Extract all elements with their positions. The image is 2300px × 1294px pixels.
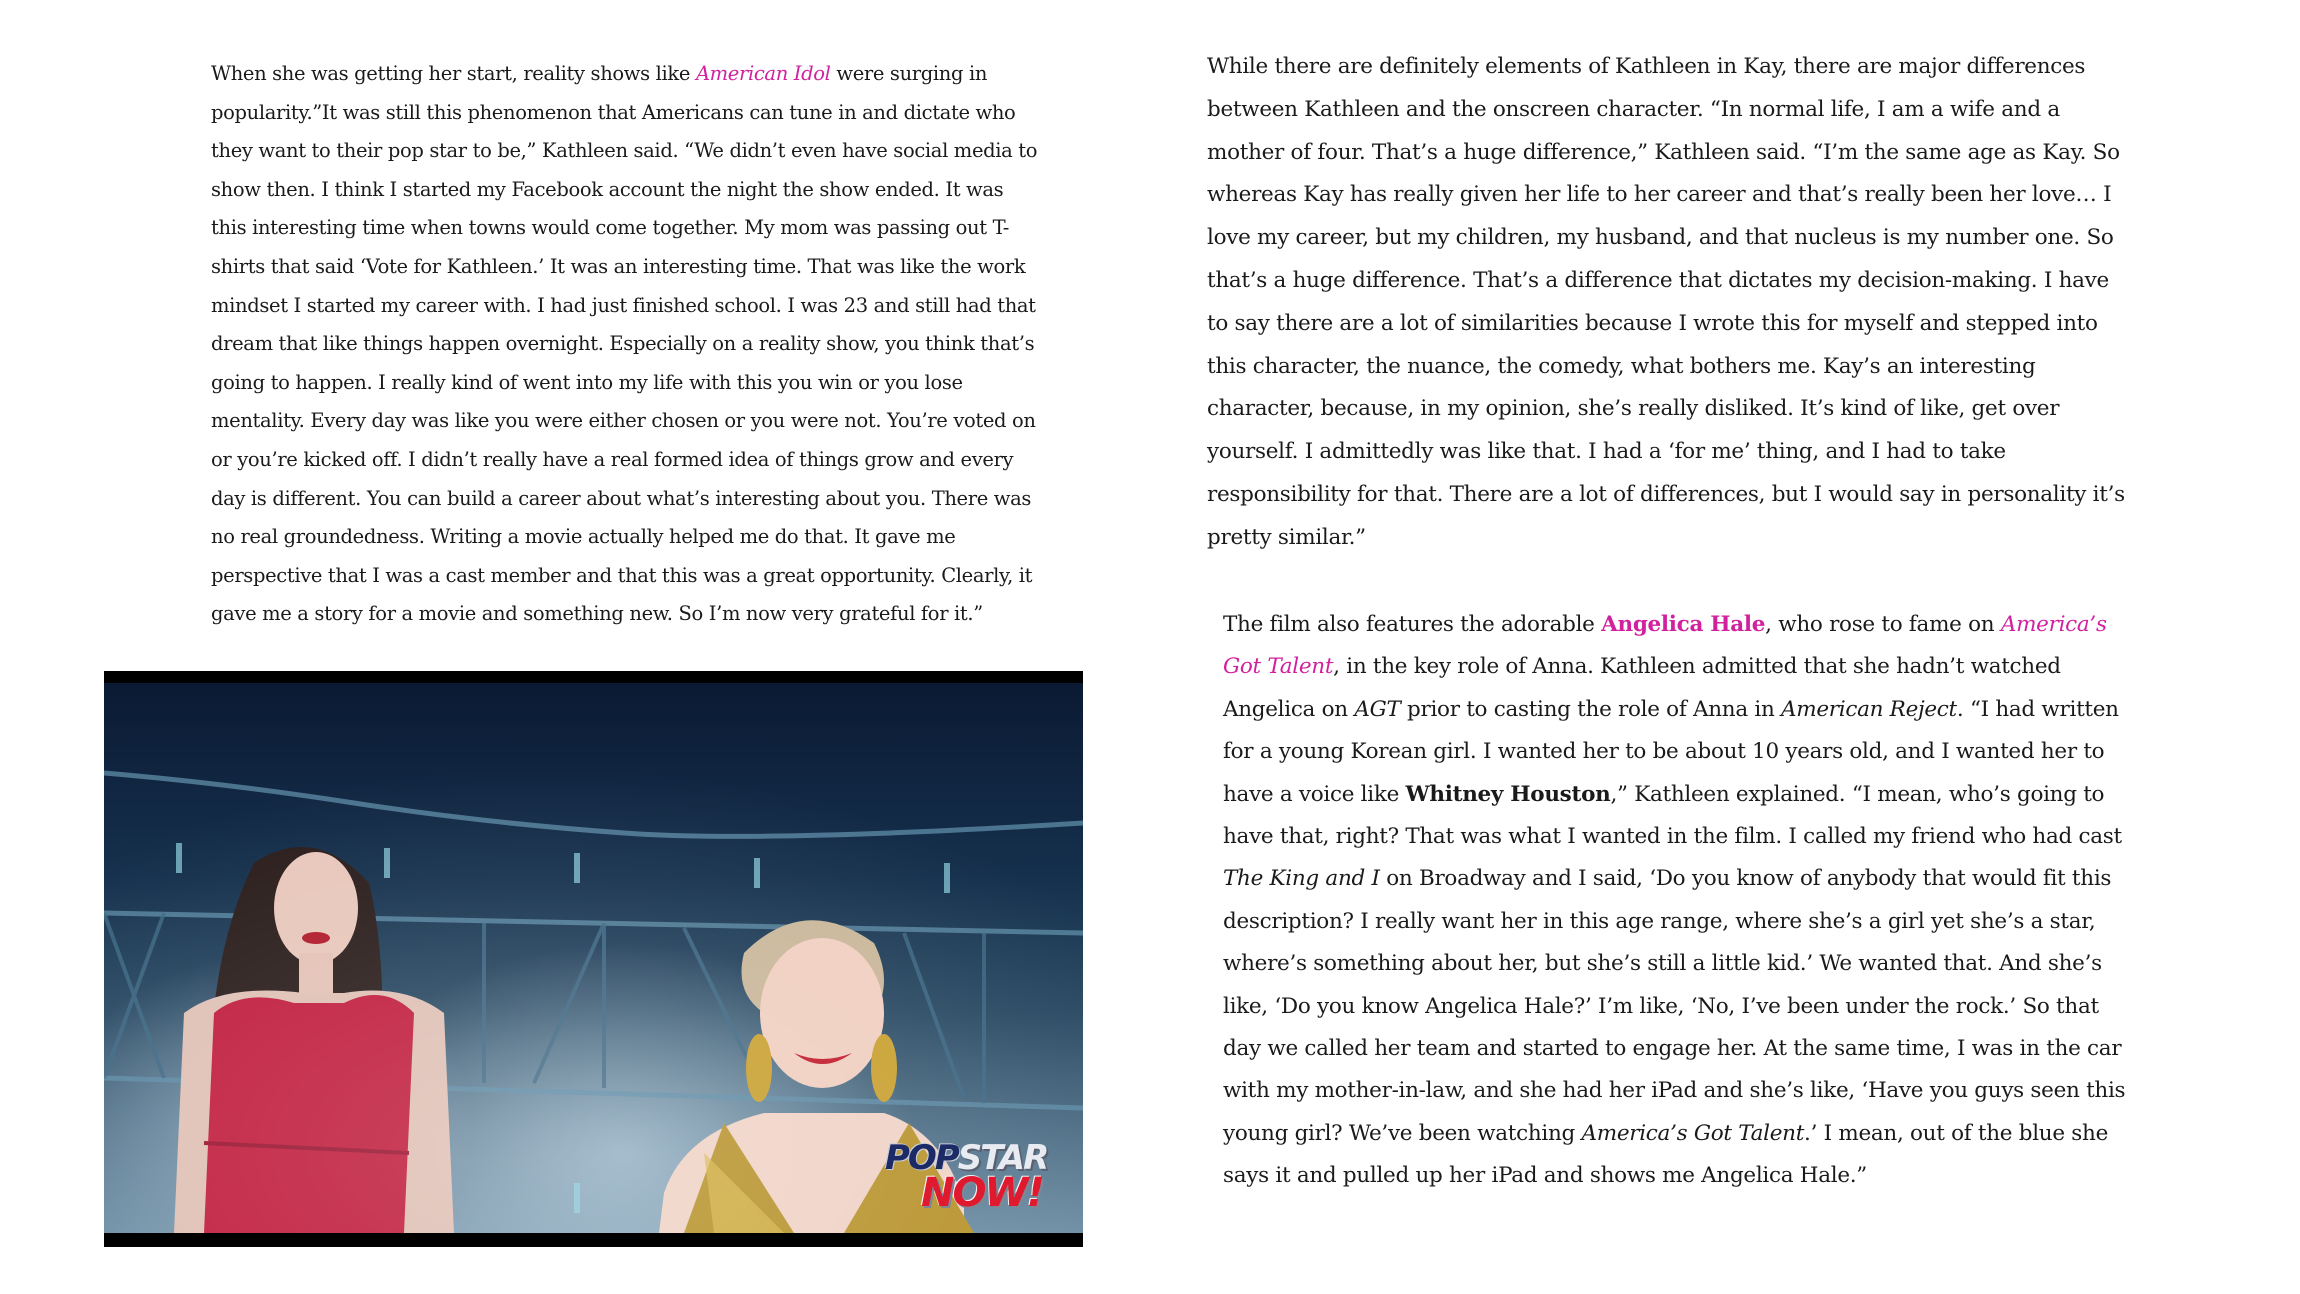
right-article-column-bottom (1223, 604, 2143, 1198)
link-americas-got-talent[interactable]: America’s Got Talent (1223, 612, 2107, 680)
link-angelica-hale[interactable]: Angelica Hale (1601, 612, 1766, 637)
right-article-column-top (1207, 46, 2132, 560)
film-title-american-reject: American Reject (1781, 696, 1957, 722)
movie-still-photo (104, 671, 1083, 1247)
americas-got-talent-title: America’s Got Talent (1581, 1120, 1805, 1146)
popstar-now-logo (885, 1140, 1070, 1215)
logo-line-popstar: POPSTAR (885, 1138, 1048, 1178)
article-paragraph-career-start: When she was getting her start, reality shows like American Idol were surging in popularity.”It was still this phenomenon that Americans can tune in and dictate who they want to their pop star to be,” Kathleen said. “We didn’t even have social media to show then. I think I started my Facebook account the night the show ended. It was this interesting time when towns would come together. My mom was passing out T-shirts that said ‘Vote for Kathleen.’ It was an interesting time. That was like the work mindset I started my career with. I had just finished school. I was 23 and still had that dream that like things happen overnight. Especially on a reality show, you think that’s going to happen. I really kind of went into my life with this you win or you lose mentality. Every day was like you were either chosen or you were not. You’re voted on or you’re kicked off. I didn’t really have a real formed idea of things grow and every day is different. You can build a career about what’s interesting about you. There was no real groundedness. Writing a movie actually helped me do that. It gave me perspective that I was a cast member and that this was a great opportunity. Clearly, it gave me a story for a movie and something new. So I’m now very grateful for it.” (211, 62, 1038, 626)
article-paragraph-angelica-hale: The film also features the adorable Angelica Hale, who rose to fame on America’s Got Talent, in the key role of Anna. Kathleen admitted that she hadn’t watched Angelica on AGT prior to casting the role of Anna in American Reject. “I had written for a young Korean girl. I wanted her to be about 10 years old, and I wanted her to have a voice like Whitney Houston,” Kathleen explained. “I mean, who’s going to have that, right? That was what I wanted in the film. I called my friend who had cast The King and I on Broadway and I said, ‘Do you know of anybody that would fit this description? I really want her in this age range, where she’s a girl yet she’s a star, where’s something about her, but she’s still a little kid.’ We wanted that. And she’s like, ‘Do you know Angelica Hale?’ I’m like, ‘No, I’ve been under the rock.’ So that day we called her team and started to engage her. At the same time, I was in the car with my mother-in-law, and she had her iPad and she’s like, ‘Have you guys seen this young girl? We’ve been watching America’s Got Talent.’ I mean, out of the blue she says it and pulled up her iPad and shows me Angelica Hale.” (1223, 612, 2126, 1189)
link-american-idol[interactable]: American Idol (695, 62, 831, 85)
whitney-houston-bold: Whitney Houston (1405, 781, 1611, 807)
left-article-column (211, 55, 1041, 634)
logo-line-now: NOW! (921, 1170, 1043, 1216)
stage-scene (104, 683, 1083, 1233)
agt-abbrev: AGT (1354, 696, 1401, 722)
the-king-and-i-title: The King and I (1223, 866, 1380, 892)
article-paragraph-kay-differences: While there are definitely elements of Kathleen in Kay, there are major differences between Kathleen and the onscreen character. “In normal life, I am a wife and a mother of four. That’s a huge difference,” Kathleen said. “I’m the same age as Kay. So whereas Kay has really given her life to her career and that’s really been her love… I love my career, but my children, my husband, and that nucleus is my number one. So that’s a huge difference. That’s a difference that dictates my decision-making. I have to say there are a lot of similarities because I wrote this for myself and stepped into this character, the nuance, the comedy, what bothers me. Kay’s an interesting character, because, in my opinion, she’s really disliked. It’s kind of like, get over yourself. I admittedly was like that. I had a ‘for me’ thing, and I had to take responsibility for that. There are a lot of differences, but I would say in personality it’s pretty similar.” (1207, 54, 2125, 550)
